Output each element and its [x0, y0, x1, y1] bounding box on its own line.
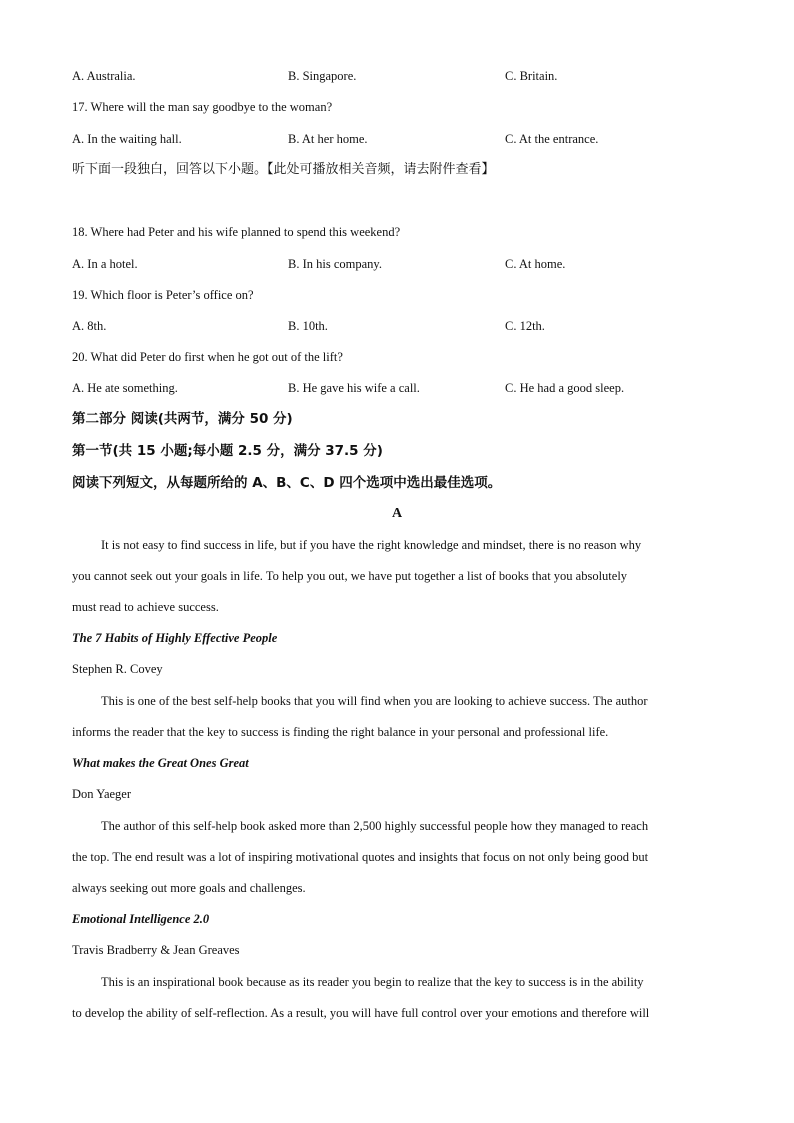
q19-option-a[interactable]: A. 8th. — [72, 319, 107, 333]
book-3-author: Travis Bradberry & Jean Greaves — [72, 943, 240, 957]
book-1-title: The 7 Habits of Highly Effective People — [72, 631, 278, 645]
q20-option-a[interactable]: A. He ate something. — [72, 381, 178, 395]
book-2-title: What makes the Great Ones Great — [72, 756, 249, 770]
book-1-author: Stephen R. Covey — [72, 662, 163, 676]
q19-option-c[interactable]: C. 12th. — [505, 319, 545, 333]
book-2-line-3: always seeking out more goals and challenges. — [72, 881, 306, 895]
q18-option-b[interactable]: B. In his company. — [288, 257, 382, 271]
q20-option-b[interactable]: B. He gave his wife a call. — [288, 381, 420, 395]
q20-option-c[interactable]: C. He had a good sleep. — [505, 381, 625, 395]
q19-question: 19. Which floor is Peter’s office on? — [72, 288, 254, 302]
book-1-line-2: informs the reader that the key to success is finding the right balance in your personal and professional life. — [72, 725, 609, 739]
section1-heading: 第一节(共 15 小题;每小题 2.5 分，满分 37.5 分) — [72, 443, 383, 459]
q18-option-a[interactable]: A. In a hotel. — [72, 257, 138, 271]
q16-option-c[interactable]: C. Britain. — [505, 69, 558, 83]
q17-option-a[interactable]: A. In the waiting hall. — [72, 132, 182, 146]
intro-line-3: must read to achieve success. — [72, 600, 219, 614]
intro-line-1: It is not easy to find success in life, but if you have the right knowledge and mindset, there is no reason why — [101, 538, 642, 552]
book-3-title: Emotional Intelligence 2.0 — [72, 912, 210, 926]
book-2-line-1: The author of this self-help book asked more than 2,500 highly successful people how they managed to reach — [101, 819, 649, 833]
book-3-line-1: This is an inspirational book because as its reader you begin to realize that the key to success is in the ability — [101, 975, 644, 989]
q17-option-c[interactable]: C. At the entrance. — [505, 132, 599, 146]
q17-question: 17. Where will the man say goodbye to the woman? — [72, 100, 333, 114]
q18-question: 18. Where had Peter and his wife planned to spend this weekend? — [72, 225, 401, 239]
intro-line-2: you cannot seek out your goals in life. To help you out, we have put together a list of books that you absolutely — [72, 569, 628, 583]
q19-option-b[interactable]: B. 10th. — [288, 319, 328, 333]
book-3-line-2: to develop the ability of self-reflection. As a result, you will have full control over your emotions and therefore will — [72, 1006, 650, 1020]
reading-instruction: 阅读下列短文，从每题所给的 A、B、C、D 四个选项中选出最佳选项。 — [72, 475, 502, 491]
book-2-author: Don Yaeger — [72, 787, 132, 801]
q20-question: 20. What did Peter do first when he got out of the lift? — [72, 350, 343, 364]
monologue-instruction: 听下面一段独白，回答以下小题。【此处可播放相关音频，请去附件查看】 — [72, 162, 495, 177]
book-1-line-1: This is one of the best self-help books that you will find when you are looking to achieve success. The author — [101, 694, 648, 708]
book-2-line-2: the top. The end result was a lot of inspiring motivational quotes and insights that focus on not only being good but — [72, 850, 649, 864]
part2-heading: 第二部分 阅读(共两节，满分 50 分) — [72, 411, 293, 427]
q16-option-a[interactable]: A. Australia. — [72, 69, 136, 83]
q18-option-c[interactable]: C. At home. — [505, 257, 566, 271]
q17-option-b[interactable]: B. At her home. — [288, 132, 368, 146]
passage-label: A — [391, 506, 403, 521]
q16-option-b[interactable]: B. Singapore. — [288, 69, 357, 83]
